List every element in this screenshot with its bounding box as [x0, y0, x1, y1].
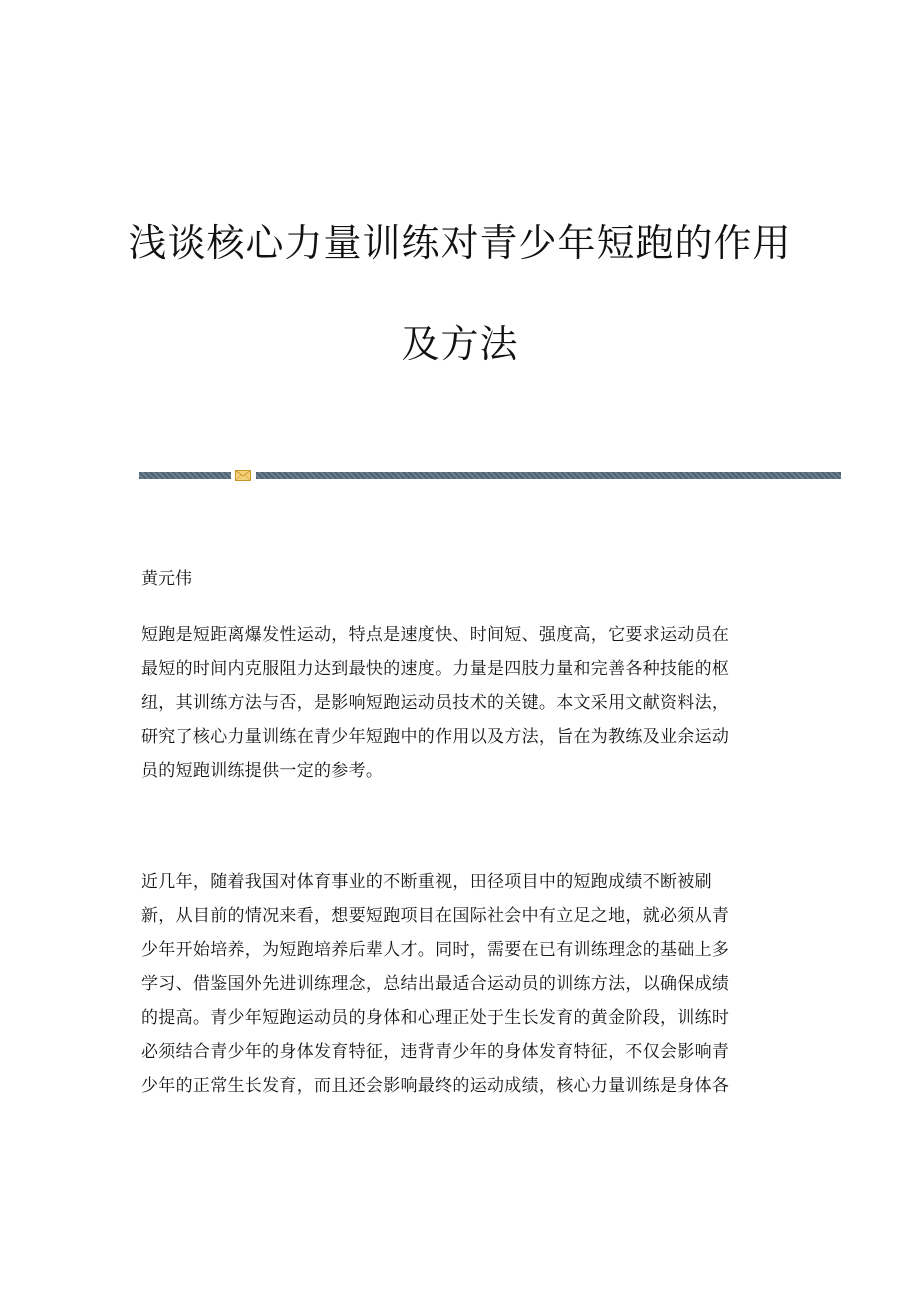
paragraph-line: 员的短跑训练提供一定的参考。 [141, 761, 384, 781]
paragraph-line: 研究了核心力量训练在青少年短跑中的作用以及方法，旨在为教练及业余运动 [141, 727, 730, 747]
paragraph-line: 新，从目前的情况来看，想要短跑项目在国际社会中有立足之地，就必须从青 [141, 906, 730, 926]
divider-bar-left [139, 472, 231, 479]
paragraph-line: 近几年，随着我国对体育事业的不断重视，田径项目中的短跑成绩不断被刷 [141, 872, 712, 892]
envelope-icon [235, 470, 251, 481]
paragraph-line: 的提高。青少年短跑运动员的身体和心理正处于生长发育的黄金阶段，训练时 [141, 1008, 730, 1028]
title-divider [139, 470, 841, 480]
paragraph-line: 最短的时间内克服阻力达到最快的速度。力量是四肢力量和完善各种技能的枢 [141, 659, 730, 679]
paragraph-line: 少年的正常生长发育，而且还会影响最终的运动成绩，核心力量训练是身体各 [141, 1076, 730, 1096]
document-title-line-1: 浅谈核心力量训练对青少年短跑的作用 [128, 221, 792, 265]
body-paragraph [141, 865, 781, 1103]
paragraph-line: 少年开始培养，为短跑培养后辈人才。同时，需要在已有训练理念的基础上多 [141, 940, 730, 960]
divider-bar-right [256, 472, 841, 479]
paragraph-line: 纽，其训练方法与否，是影响短跑运动员技术的关键。本文采用文献资料法， [141, 693, 730, 713]
paragraph-line: 短跑是短距离爆发性运动，特点是速度快、时间短、强度高，它要求运动员在 [141, 625, 730, 645]
paragraph-line: 必须结合青少年的身体发育特征，违背青少年的身体发育特征，不仅会影响青 [141, 1042, 730, 1062]
author-name: 黄元伟 [141, 569, 192, 589]
abstract-paragraph [141, 618, 781, 788]
document-title-line-2: 及方法 [401, 322, 519, 366]
paragraph-line: 学习、借鉴国外先进训练理念，总结出最适合运动员的训练方法，以确保成绩 [141, 974, 730, 994]
